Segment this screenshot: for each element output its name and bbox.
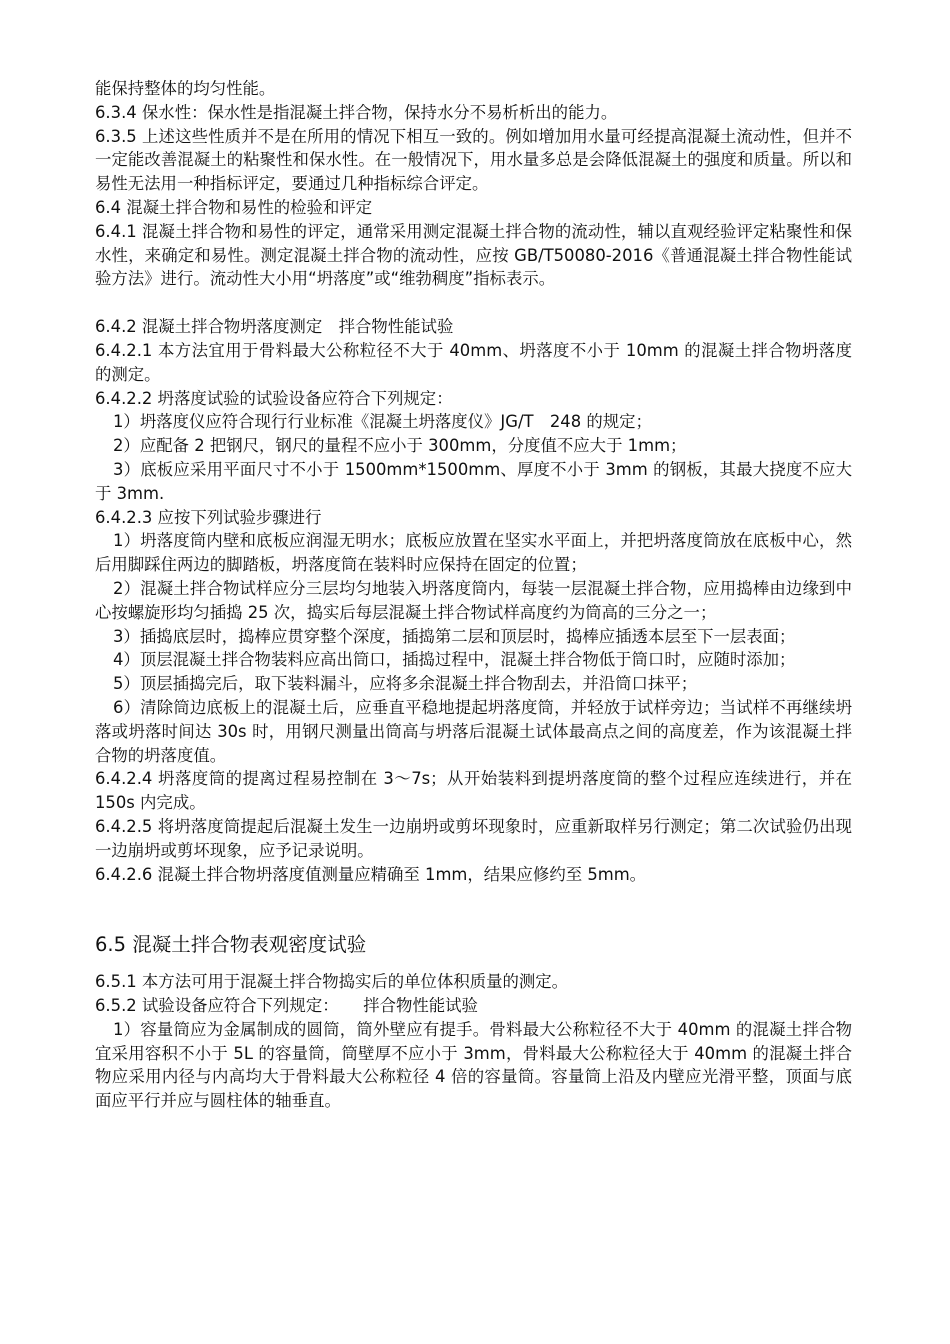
blank-line bbox=[95, 291, 852, 315]
list-item: 6）清除筒边底板上的混凝土后，应垂直平稳地提起坍落度筒，并轻放于试样旁边；当试样不再继续坍落或坍落时间达 30s 时，用钢尺测量出筒高与坍落后混凝土试体最高点之间的高度差，作为该混凝土拌合物的坍落度值。 bbox=[95, 697, 852, 765]
clause-6-5-1: 6.5.1 本方法可用于混凝土拌合物捣实后的单位体积质量的测定。 bbox=[95, 972, 569, 992]
list-item: 5）顶层插捣完后，取下装料漏斗，应将多余混凝土拌合物刮去，并沿筒口抹平； bbox=[113, 674, 698, 694]
clause-6-4-2-4: 6.4.2.4 坍落度筒的提离过程易控制在 3～7s；从开始装料到提坍落度筒的整个过程应连续进行，并在 150s 内完成。 bbox=[95, 769, 852, 813]
section-heading-6-4: 6.4 混凝土拌合物和易性的检验和评定 bbox=[95, 197, 373, 217]
clause-6-3-5: 6.3.5 上述这些性质并不是在所用的情况下相互一致的。例如增加用水量可经提高混凝土流动性，但并不一定能改善混凝土的粘聚性和保水性。在一般情况下，用水量多总是会降低混凝土的强度和质量。所以和易性无法用一种指标评定，要通过几种指标综合评定。 bbox=[95, 126, 852, 194]
blank-space bbox=[95, 886, 852, 930]
section-heading-6-4-2: 6.4.2 混凝土拌合物坍落度测定 拌合物性能试验 bbox=[95, 317, 454, 337]
section-heading-6-5: 6.5 混凝土拌合物表观密度试验 bbox=[95, 933, 367, 957]
list-item: 1）坍落度筒内壁和底板应润湿无明水；底板应放置在坚实水平面上，并把坍落度筒放在底板中心，然后用脚踩住两边的脚踏板，坍落度筒在装料时应保持在固定的位置； bbox=[95, 531, 852, 575]
list-item: 1）容量筒应为金属制成的圆筒，筒外壁应有提手。骨料最大公称粒径不大于 40mm 的混凝土拌合物宜采用容积不小于 5L 的容量筒，筒壁厚不应小于 3mm，骨料最大公称粒径大于 40mm 的混凝土拌合物应采用内径与内高均大于骨料最大公称粒径 4 倍的容量筒。容量筒上沿及内壁应光滑平整，顶面与底面应平行并应与圆柱体的轴垂直。 bbox=[95, 1019, 852, 1111]
clause-6-4-2-6: 6.4.2.6 混凝土拌合物坍落度值测量应精确至 1mm，结果应修约至 5mm。 bbox=[95, 864, 647, 884]
clause-6-5-2: 6.5.2 试验设备应符合下列规定： 拌合物性能试验 bbox=[95, 996, 478, 1016]
clause-6-4-2-3: 6.4.2.3 应按下列试验步骤进行 bbox=[95, 507, 322, 527]
clause-6-4-1: 6.4.1 混凝土拌合物和易性的评定，通常采用测定混凝土拌合物的流动性，辅以直观经验评定粘聚性和保水性，来确定和易性。测定混凝土拌合物的流动性，应按 GB/T50080-2016《普通混凝土拌合物性能试验方法》进行。流动性大小用“坍落度”或“维勃稠度”指标表示。 bbox=[95, 221, 852, 289]
paragraph-continuation: 能保持整体的均匀性能。 bbox=[95, 79, 276, 98]
clause-6-4-2-2: 6.4.2.2 坍落度试验的试验设备应符合下列规定： bbox=[95, 388, 453, 408]
list-item: 3）底板应采用平面尺寸不小于 1500mm*1500mm、厚度不小于 3mm 的钢板，其最大挠度不应大于 3mm. bbox=[95, 459, 852, 503]
clause-6-4-2-1: 6.4.2.1 本方法宜用于骨料最大公称粒径不大于 40mm、坍落度不小于 10mm 的混凝土拌合物坍落度的测定。 bbox=[95, 340, 852, 384]
clause-6-3-4: 6.3.4 保水性：保水性是指混凝土拌合物，保持水分不易析析出的能力。 bbox=[95, 102, 618, 122]
clause-6-4-2-5: 6.4.2.5 将坍落度筒提起后混凝土发生一边崩坍或剪坏现象时，应重新取样另行测定；第二次试验仍出现一边崩坍或剪坏现象，应予记录说明。 bbox=[95, 816, 852, 860]
list-item: 2）应配备 2 把钢尺，钢尺的量程不应小于 300mm，分度值不应大于 1mm； bbox=[113, 436, 687, 456]
list-item: 1）坍落度仪应符合现行行业标准《混凝土坍落度仪》JG/T 248 的规定； bbox=[113, 412, 652, 432]
list-item: 3）插捣底层时，捣棒应贯穿整个深度，插捣第二层和顶层时，捣棒应插透本层至下一层表面； bbox=[113, 626, 796, 646]
list-item: 2）混凝土拌合物试样应分三层均匀地装入坍落度筒内，每装一层混凝土拌合物，应用捣棒由边缘到中心按螺旋形均匀插捣 25 次，捣实后每层混凝土拌合物试样高度约为筒高的三分之一； bbox=[95, 578, 852, 622]
list-item: 4）顶层混凝土拌合物装料应高出筒口，插捣过程中，混凝土拌合物低于筒口时，应随时添加； bbox=[113, 650, 796, 670]
